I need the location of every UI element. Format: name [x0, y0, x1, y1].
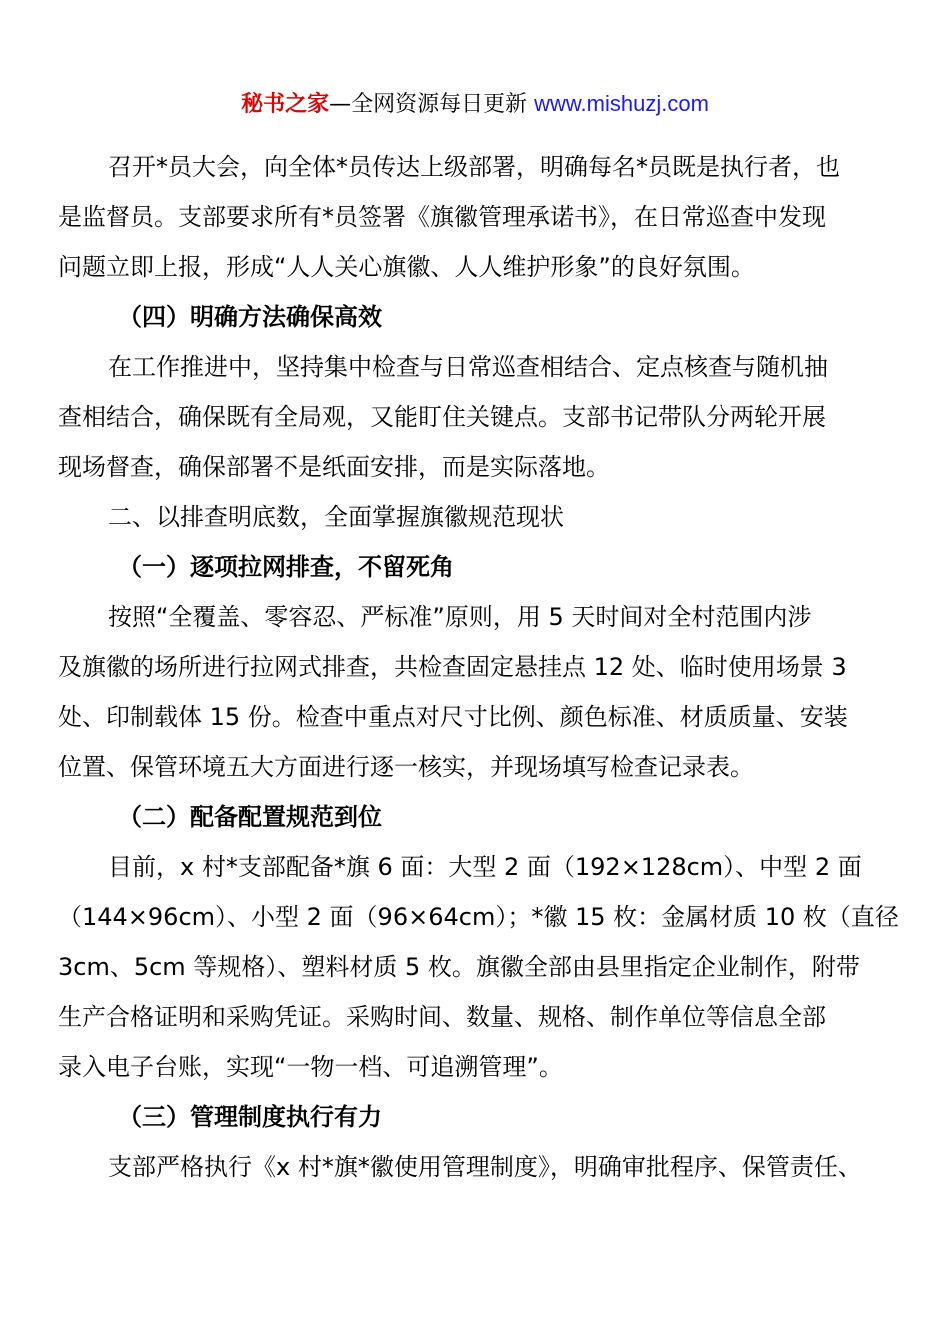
paragraph-line: 是监督员。支部要求所有*员签署《旗徽管理承诺书》，在日常巡查中发现 [58, 203, 826, 231]
paragraph-line: 录入电子台账，实现“一物一档、可追溯管理”。 [58, 1053, 563, 1081]
chapter-heading: 二、以排查明底数，全面掌握旗徽规范现状 [108, 503, 564, 531]
paragraph-line: 生产合格证明和采购凭证。采购时间、数量、规格、制作单位等信息全部 [58, 1003, 826, 1031]
section-heading: （二）配备配置规范到位 [118, 803, 382, 831]
paragraph-line: 支部严格执行《x 村*旗*徽使用管理制度》，明确审批程序、保管责任、 [108, 1153, 862, 1181]
paragraph-line: 及旗徽的场所进行拉网式排查，共检查固定悬挂点 12 处、临时使用场景 3 [58, 653, 847, 681]
paragraph-line: （144×96cm）、小型 2 面（96×64cm）；*徽 15 枚：金属材质 10 枚（直径 [58, 903, 899, 931]
brand-name: 秘书之家 [241, 92, 330, 117]
paragraph-line: 3cm、5cm 等规格）、塑料材质 5 枚。旗徽全部由县里指定企业制作，附带 [58, 953, 860, 981]
paragraph-line: 问题立即上报，形成“人人关心旗徽、人人维护形象”的良好氛围。 [58, 253, 755, 281]
paragraph-line: 查相结合，确保既有全局观，又能盯住关键点。支部书记带队分两轮开展 [58, 403, 826, 431]
header-tagline: —全网资源每日更新 [329, 92, 535, 117]
paragraph-line: 处、印制载体 15 份。检查中重点对尺寸比例、颜色标准、材质质量、安装 [58, 703, 848, 731]
paragraph-line: 现场督查，确保部署不是纸面安排，而是实际落地。 [58, 453, 610, 481]
paragraph-line: 在工作推进中，坚持集中检查与日常巡查相结合、定点核查与随机抽 [108, 353, 828, 381]
paragraph-line: 位置、保管环境五大方面进行逐一核实，并现场填写检查记录表。 [58, 753, 754, 781]
section-heading: （一）逐项拉网排查，不留死角 [118, 553, 454, 581]
site-url: www.mishuzj.com [534, 91, 709, 116]
section-heading: （四）明确方法确保高效 [118, 303, 382, 331]
paragraph-line: 目前，x 村*支部配备*旗 6 面：大型 2 面（192×128cm）、中型 2 面 [108, 853, 862, 881]
paragraph-line: 按照“全覆盖、零容忍、严标准”原则，用 5 天时间对全村范围内涉 [108, 603, 812, 631]
paragraph-line: 召开*员大会，向全体*员传达上级部署，明确每名*员既是执行者，也 [108, 153, 840, 181]
section-heading: （三）管理制度执行有力 [118, 1103, 382, 1131]
site-header [0, 88, 950, 121]
